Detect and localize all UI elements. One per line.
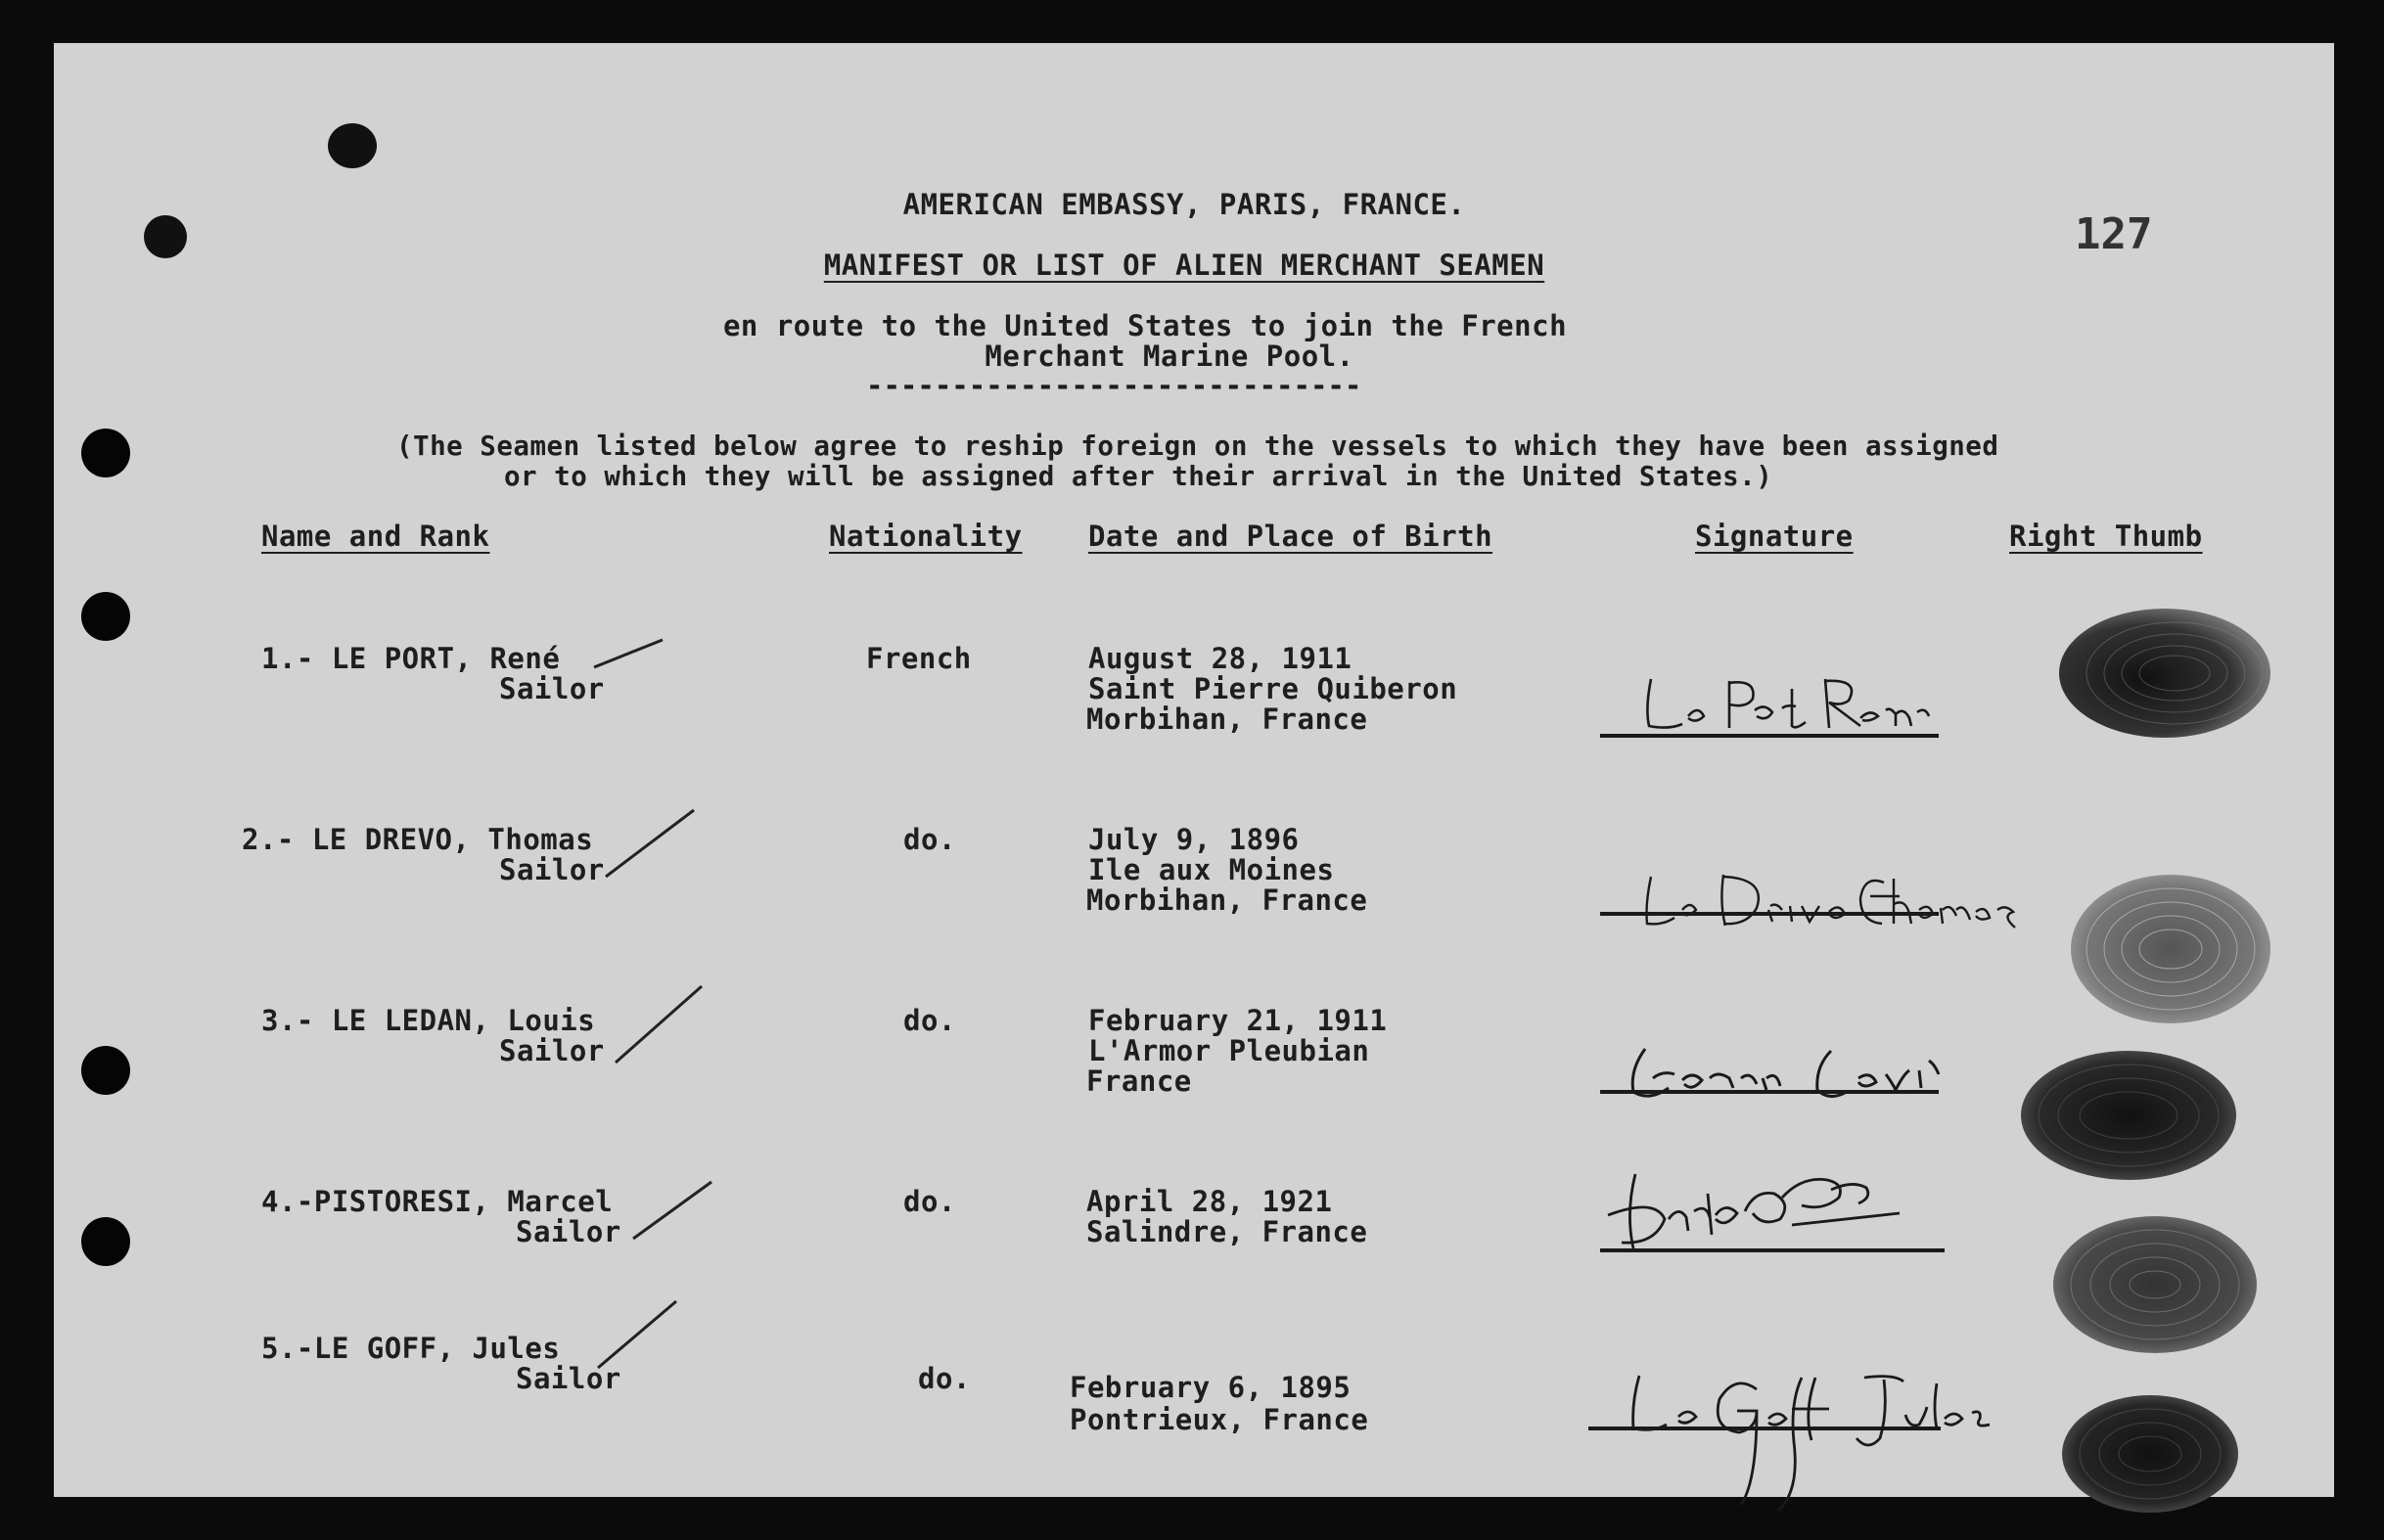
- birth-place: Morbihan, France: [1086, 702, 1368, 736]
- birth-place: Ile aux Moines: [1088, 853, 1335, 886]
- punch-hole: [81, 592, 130, 641]
- signature: [1596, 1155, 1919, 1262]
- check-mark: [612, 980, 710, 1068]
- seaman-name: 2.- LE DREVO, Thomas: [242, 823, 594, 856]
- birth-place: Morbihan, France: [1086, 883, 1368, 917]
- thumbprint: [2019, 1047, 2239, 1184]
- birth-date: August 28, 1911: [1088, 642, 1352, 675]
- col-header-signature: Signature: [1695, 520, 1854, 553]
- seaman-rank: Sailor: [499, 853, 605, 886]
- subtitle-line-1: en route to the United States to join the French: [722, 309, 1568, 342]
- seaman-rank: Sailor: [499, 1034, 605, 1067]
- seaman-nationality: do.: [903, 1004, 956, 1037]
- birth-place: L'Armor Pleubian: [1088, 1034, 1370, 1067]
- signature: [1620, 1031, 1992, 1110]
- birth-date: July 9, 1896: [1088, 823, 1300, 856]
- birth-date: February 21, 1911: [1088, 1004, 1388, 1037]
- thumbprint: [2057, 605, 2272, 742]
- seaman-name: 4.-PISTORESI, Marcel: [261, 1185, 614, 1218]
- seaman-rank: Sailor: [516, 1362, 621, 1395]
- embassy-heading: AMERICAN EMBASSY, PARIS, FRANCE.: [902, 188, 1466, 221]
- col-header-name: Name and Rank: [261, 520, 490, 553]
- note-line-1: (The Seamen listed below agree to reship foreign on the vessels to which they have been assigned: [396, 430, 1999, 462]
- birth-place: Pontrieux, France: [1070, 1403, 1369, 1436]
- birth-date: April 28, 1921: [1086, 1185, 1333, 1218]
- punch-hole: [81, 1217, 130, 1266]
- col-header-nationality: Nationality: [829, 520, 1023, 553]
- check-mark: [590, 634, 668, 673]
- birth-place: Saint Pierre Quiberon: [1088, 672, 1458, 705]
- birth-date: February 6, 1895: [1070, 1371, 1352, 1404]
- seaman-name: 1.- LE PORT, René: [261, 642, 561, 675]
- punch-hole: [81, 429, 130, 477]
- seaman-nationality: do.: [918, 1362, 971, 1395]
- thumbprint: [2050, 1211, 2261, 1358]
- seaman-nationality: do.: [903, 823, 956, 856]
- birth-place: Salindre, France: [1086, 1215, 1368, 1248]
- seaman-name: 3.- LE LEDAN, Louis: [261, 1004, 596, 1037]
- thumbprint: [2060, 1393, 2241, 1516]
- seaman-name: 5.-LE GOFF, Jules: [261, 1332, 561, 1365]
- signature: [1610, 1354, 2011, 1530]
- col-header-thumb: Right Thumb: [2009, 520, 2203, 553]
- manifest-title: MANIFEST OR LIST OF ALIEN MERCHANT SEAMEN: [823, 249, 1545, 282]
- ink-blot: [144, 215, 187, 258]
- ink-blot: [328, 123, 377, 168]
- page-number: 127: [2075, 209, 2153, 259]
- note-line-2: or to which they will be assigned after their arrival in the United States.): [504, 461, 1773, 492]
- col-header-birth: Date and Place of Birth: [1088, 520, 1493, 553]
- seaman-rank: Sailor: [499, 672, 605, 705]
- signature: [1629, 865, 2031, 938]
- subtitle-line-2: Merchant Marine Pool.: [985, 340, 1354, 373]
- seaman-nationality: do.: [903, 1185, 956, 1218]
- punch-hole: [81, 1046, 130, 1095]
- birth-place: France: [1086, 1064, 1192, 1098]
- signature: [1639, 669, 1933, 738]
- dashed-rule: -----------------------------: [866, 369, 1362, 402]
- seaman-nationality: French: [866, 642, 972, 675]
- thumbprint: [2068, 871, 2273, 1027]
- check-mark: [629, 1176, 717, 1245]
- check-mark: [602, 804, 700, 883]
- check-mark: [594, 1295, 682, 1403]
- seaman-rank: Sailor: [516, 1215, 621, 1248]
- document-page: [54, 43, 2334, 1497]
